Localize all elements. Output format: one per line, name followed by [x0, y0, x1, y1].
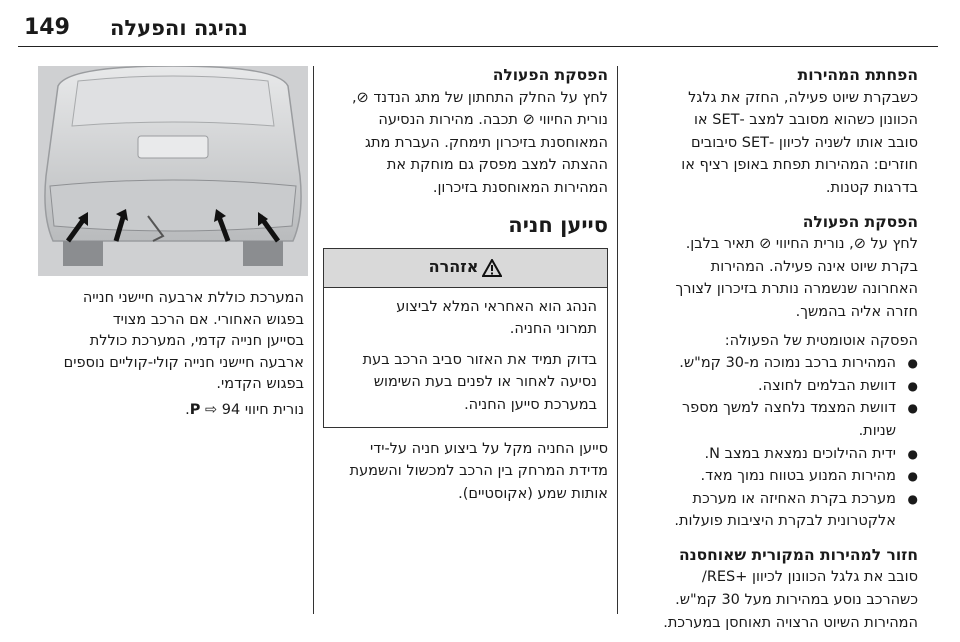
- text-line: המערכת כוללת ארבעה חיישני חנייה: [82, 290, 304, 306]
- warning-box: [323, 248, 608, 428]
- car-rear-illustration: [38, 66, 308, 276]
- list-item: ● המהירות ברכב נמוכה מ-30 קמ"ש.: [628, 352, 918, 375]
- text-line: המאוחסנת בזיכרון תימחק. העברת מתג: [364, 134, 608, 151]
- text-line: תמרוני החניה.: [509, 321, 597, 338]
- warning-triangle-icon: [482, 259, 502, 277]
- list-item: ● ידית ההילוכים נמצאת במצב N.: [628, 443, 918, 466]
- text-line: נורית החיווי ⊘ תכבה. מהירות הנסיעה: [378, 112, 608, 129]
- warning-title: אזהרה: [428, 257, 479, 277]
- text-line: נורית חיווי: [244, 401, 304, 418]
- warning-header: [324, 249, 607, 288]
- column-right: [628, 64, 918, 634]
- column-divider-right: [617, 66, 618, 614]
- text-line: בדוק תמיד את האזור סביב הרכב בעת: [362, 351, 597, 368]
- text-line: כשהרכב נוסע במהירות מעל 30 קמ"ש.: [675, 592, 918, 609]
- text-line: חזרה אליה בהמשך.: [795, 303, 918, 320]
- text-line: בדרגות קטנות.: [825, 179, 918, 196]
- list-item: ● דוושת המצמד נלחצה למשך מספר שניות.: [628, 397, 918, 442]
- text-line: בפגוש האחורי. אם הרכב מצויד: [112, 311, 304, 328]
- auto-deactivation-list: [628, 352, 918, 533]
- text-line: במערכת סייען החניה.: [464, 396, 597, 413]
- text-line: המהירות המאוחסנת בזיכרון.: [432, 179, 608, 196]
- header-rule: [18, 46, 938, 47]
- text-line: סובב את גלגל הכוונון לכיוון +RES/: [701, 569, 918, 586]
- arrow-right-icon: ⇨: [204, 401, 218, 418]
- text-line: הנהג הוא האחראי המלא לביצוע: [396, 298, 597, 315]
- text-line: חוזרים: המהירות תפחת באופן רציף או: [681, 157, 918, 174]
- page-reference: 94.: [185, 401, 241, 418]
- heading-deactivation: הפסקת הפעולה: [802, 212, 918, 231]
- text-line: לחץ על החלק התחתון של מתג הנדנד ⊘,: [351, 89, 608, 106]
- rear-bumper-sensors-photo: [38, 66, 308, 276]
- heading-deactivation-2: הפסקת הפעולה: [492, 66, 608, 84]
- text-line: הכוונון כשהוא מסובב למצב -SET או: [693, 112, 918, 129]
- column-divider-left: [313, 66, 314, 614]
- heading-parking-assist: סייען חניה: [508, 212, 608, 237]
- heading-resume-speed: חזור למהירות המקורית שאוחסנה: [678, 545, 918, 564]
- column-left: [22, 288, 304, 421]
- list-item: ● מהירות המנוע בטווח נמוך מאד.: [628, 465, 918, 488]
- warning-body: [324, 288, 607, 427]
- page-header: [18, 6, 938, 46]
- text-line: נסיעה לאחור או לפנים בעת השימוש: [373, 374, 597, 391]
- text-line: בקרת שיוט אינה פעילה. המהירות: [710, 258, 918, 275]
- parking-assist-icon: P: [189, 401, 201, 418]
- page-number: 149: [24, 15, 70, 40]
- text-line: בפגוש הקדמי.: [216, 376, 304, 392]
- text-line: אותות שמע (אקוסטיים).: [458, 485, 608, 502]
- text-line: ארבעה חיישני חנייה קולי-קוליים נוספים: [63, 354, 304, 371]
- list-item: ● מערכת בקרת האחיזה או מערכת אלקטרונית לבקרת היציבות פועלות.: [628, 488, 918, 533]
- text-line: ההצתה למצב מפסק גם מוחקת את: [386, 157, 608, 174]
- text-line: סייען החניה מקל על ביצוע חניה על-ידי: [370, 440, 608, 457]
- text-line: כשבקרת שיוט פעילה, החזק את גלגל: [688, 89, 918, 106]
- text-line: מדידת המרחק בין הרכב למכשול והשמעת: [349, 463, 608, 480]
- text-line: לחץ על ⊘, נורית החיווי ⊘ תאיר בלבן.: [685, 236, 918, 253]
- column-middle: [323, 64, 608, 505]
- heading-speed-decrease: הפחתת המהירות: [797, 66, 918, 84]
- list-item: ● דוושת הבלמים לחוצה.: [628, 375, 918, 398]
- text-line: בסייען חנייה קדמי, המערכת כוללת: [89, 333, 304, 349]
- list-intro: הפסקה אוטומטית של הפעולה:: [724, 332, 918, 349]
- page-title: נהיגה והפעלה: [110, 16, 248, 40]
- indicator-reference: [22, 400, 304, 422]
- text-line: סובב אותו לשניה לכיוון -SET סיבובים: [690, 134, 918, 151]
- text-line: האחרונה שנשמרה נותרת בזיכרון לצורך: [675, 281, 918, 298]
- text-line: המהירות השיוט הרצויה תאוחסן במערכת.: [663, 614, 918, 631]
